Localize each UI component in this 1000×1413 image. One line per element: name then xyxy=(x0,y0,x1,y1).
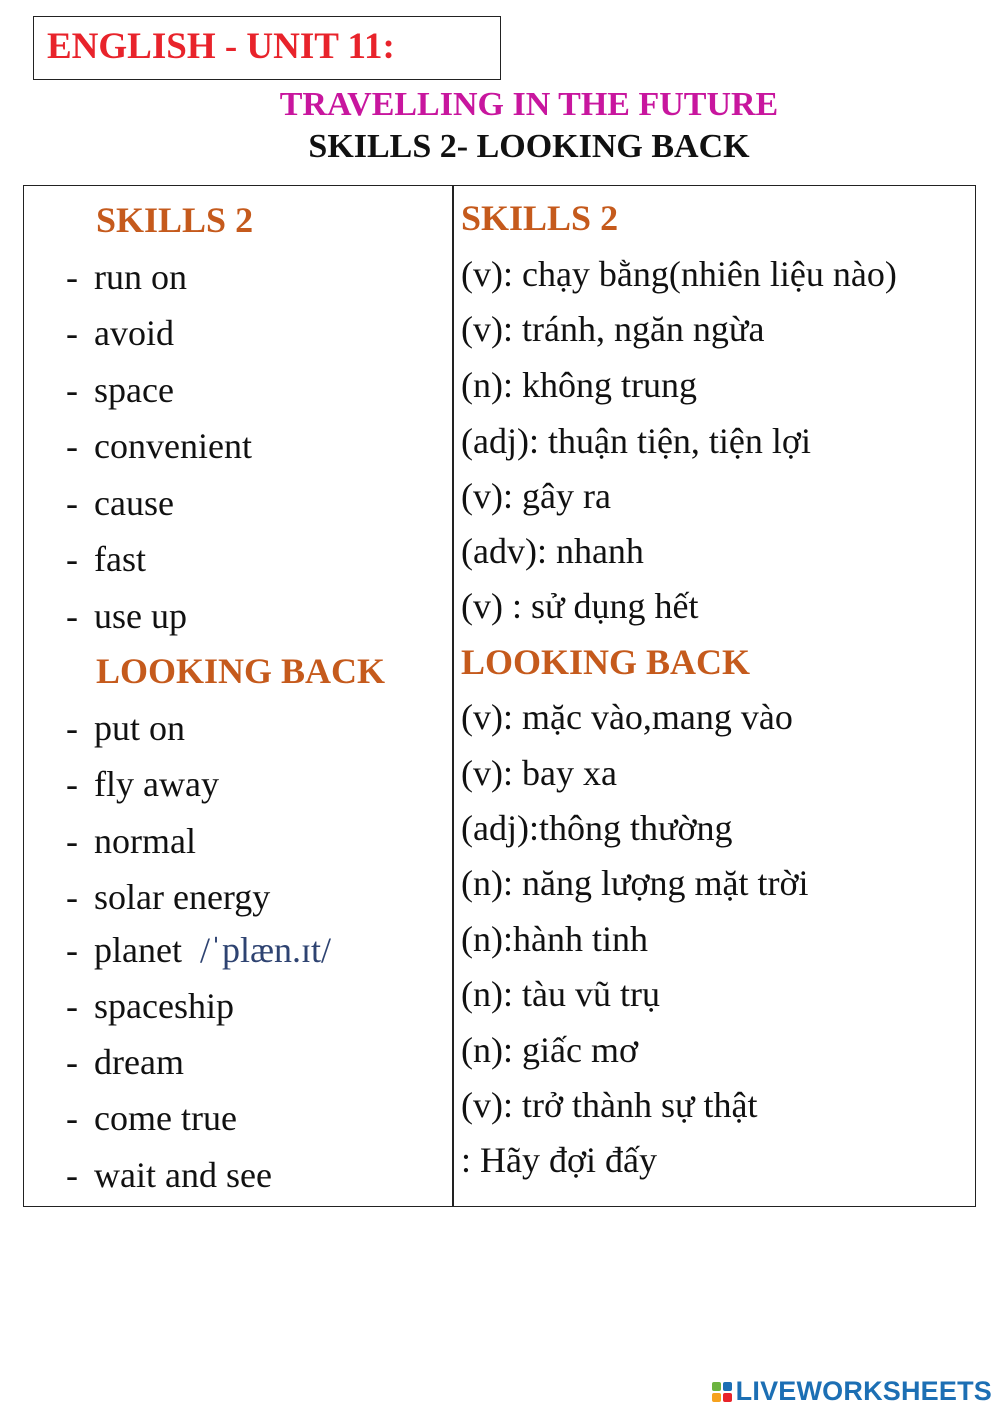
vocab-term: avoid xyxy=(94,313,174,353)
vocab-term: space xyxy=(94,370,174,410)
list-dash: - xyxy=(66,313,78,353)
vocab-term: wait and see xyxy=(94,1155,272,1195)
vocab-meaning: (n): năng lượng mặt trời xyxy=(461,863,809,903)
vocab-meaning: (n): không trung xyxy=(461,365,697,405)
phonetic-transcription: /ˈplæn.ɪt/ xyxy=(199,930,331,970)
vocab-meaning: (adv): nhanh xyxy=(461,531,644,571)
list-dash: - xyxy=(66,708,78,748)
vocab-meaning: (adj): thuận tiện, tiện lợi xyxy=(461,421,811,461)
list-dash: - xyxy=(66,370,78,410)
column-divider xyxy=(452,186,454,1206)
right-looking-back-heading: LOOKING BACK xyxy=(461,642,751,682)
right-skills-heading: SKILLS 2 xyxy=(461,198,619,238)
vocab-meaning: (n): tàu vũ trụ xyxy=(461,974,660,1014)
liveworksheets-watermark xyxy=(712,1376,992,1407)
vocab-term: convenient xyxy=(94,426,252,466)
vocab-term: fly away xyxy=(94,764,219,804)
list-dash: - xyxy=(66,257,78,297)
vocab-meaning: (adj):thông thường xyxy=(461,808,733,848)
list-dash: - xyxy=(66,877,78,917)
list-dash: - xyxy=(66,483,78,523)
vocab-meaning: (n):hành tinh xyxy=(461,919,648,959)
vocab-term: run on xyxy=(94,257,187,297)
vocab-meaning: (v): trở thành sự thật xyxy=(461,1085,758,1125)
vocab-meaning: (v): gây ra xyxy=(461,476,611,516)
vocab-term: fast xyxy=(94,539,146,579)
brand-name: LIVEWORKSHEETS xyxy=(735,1376,992,1406)
list-dash: - xyxy=(66,1042,78,1082)
vocab-meaning: (v): bay xa xyxy=(461,753,617,793)
left-skills-heading: SKILLS 2 xyxy=(96,200,254,240)
list-dash: - xyxy=(66,764,78,804)
list-dash: - xyxy=(66,821,78,861)
vocab-term: normal xyxy=(94,821,196,861)
unit-title: ENGLISH - UNIT 11: xyxy=(47,26,395,67)
vocabulary-table xyxy=(23,185,976,1207)
lesson-subtitle: TRAVELLING IN THE FUTURE xyxy=(279,86,779,123)
vocab-term: solar energy xyxy=(94,877,271,917)
vocab-term: come true xyxy=(94,1098,237,1138)
vocab-term-with-phonetic xyxy=(94,929,331,971)
list-dash: - xyxy=(66,986,78,1026)
list-dash: - xyxy=(66,1098,78,1138)
vocab-meaning: (v): mặc vào,mang vào xyxy=(461,697,793,737)
list-dash: - xyxy=(66,1155,78,1195)
list-dash: - xyxy=(66,539,78,579)
vocab-term: spaceship xyxy=(94,986,234,1026)
vocab-meaning: (v): tránh, ngăn ngừa xyxy=(461,309,765,349)
left-looking-back-heading: LOOKING BACK xyxy=(96,651,386,691)
unit-title-box xyxy=(33,16,501,80)
vocab-term: use up xyxy=(94,596,187,636)
vocab-term: cause xyxy=(94,483,174,523)
list-dash: - xyxy=(66,596,78,636)
vocab-term: put on xyxy=(94,708,186,748)
vocab-term: dream xyxy=(94,1042,184,1082)
list-dash: - xyxy=(66,426,78,466)
vocab-meaning: : Hãy đợi đấy xyxy=(461,1140,657,1180)
vocab-meaning: (v): chạy bằng(nhiên liệu nào) xyxy=(461,254,897,294)
vocab-meaning: (n): giấc mơ xyxy=(461,1030,638,1070)
vocab-term: planet xyxy=(94,930,182,970)
liveworksheets-logo-icon xyxy=(712,1382,732,1402)
list-dash: - xyxy=(66,930,78,970)
section-title: SKILLS 2- LOOKING BACK xyxy=(308,128,750,165)
vocab-meaning: (v) : sử dụng hết xyxy=(461,586,699,626)
